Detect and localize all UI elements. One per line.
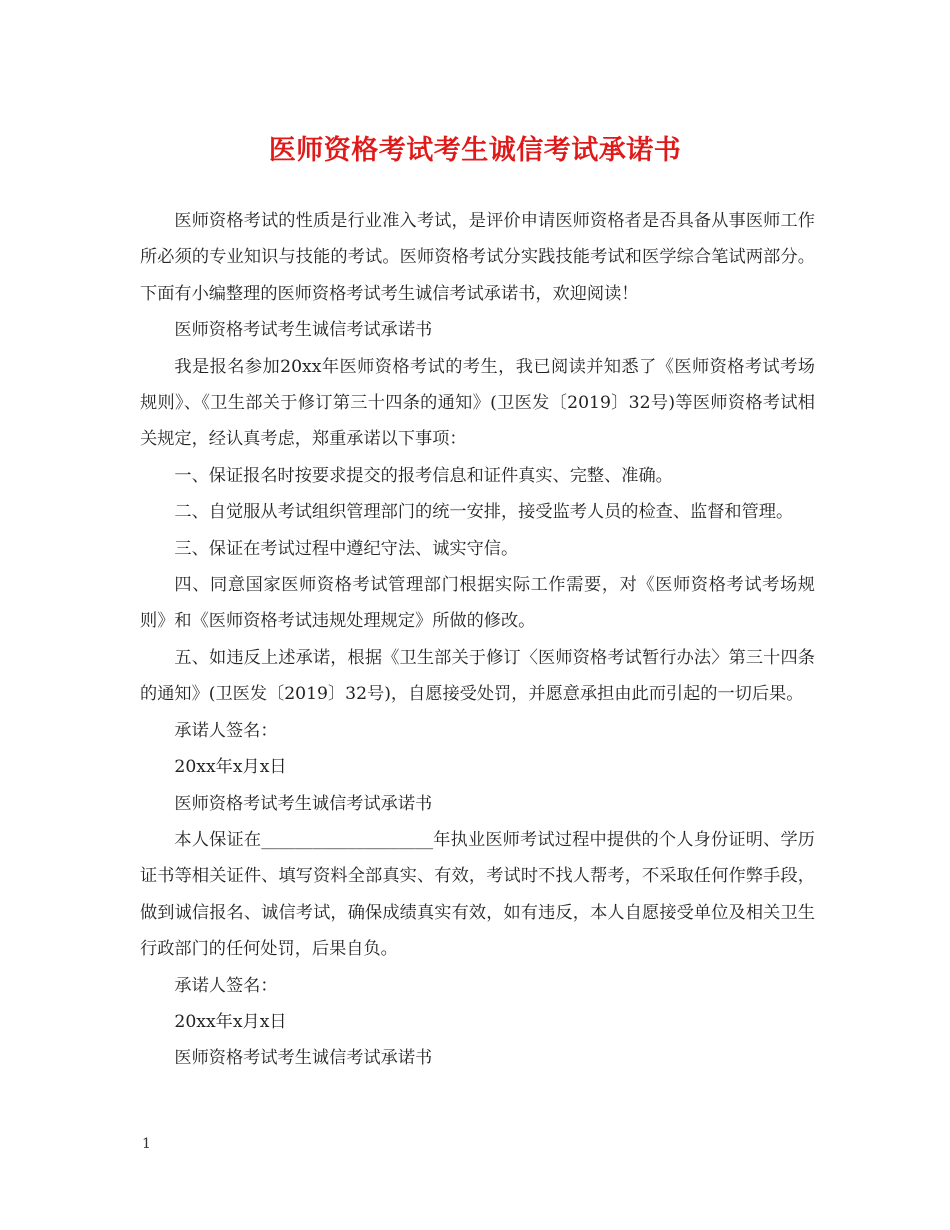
- date-line: 20xx年x月x日: [174, 757, 287, 778]
- document-body: [140, 203, 815, 1077]
- pledge-paragraph: 我是报名参加20xx年医师资格考试的考生，我已阅读并知悉了《医师资格考试考场规则》、《卫生部关于修订第三十四条的通知》(卫医发〔2019〕32号)等医师资格考试相关规定，经认真考虑，郑重承诺以下事项：: [140, 356, 815, 450]
- pledge-item-1: 一、保证报名时按要求提交的报考信息和证件真实、完整、准确。: [174, 465, 673, 486]
- pledge-item-4: 四、同意国家医师资格考试管理部门根据实际工作需要，对《医师资格考试考场规则》和《医师资格考试违规处理规定》所做的修改。: [140, 575, 815, 632]
- intro-paragraph: 医师资格考试的性质是行业准入考试，是评价申请医师资格者是否具备从事医师工作所必须的专业知识与技能的考试。医师资格考试分实践技能考试和医学综合笔试两部分。下面有小编整理的医师资格考试考生诚信考试承诺书，欢迎阅读！: [140, 211, 815, 304]
- section-heading: 医师资格考试考生诚信考试承诺书: [174, 793, 433, 814]
- pledge-item-3: 三、保证在考试过程中遵纪守法、诚实守信。: [174, 538, 519, 559]
- signature-line: 承诺人签名：: [174, 720, 278, 741]
- pledge-item-2: 二、自觉服从考试组织管理部门的统一安排，接受监考人员的检查、监督和管理。: [174, 502, 794, 523]
- page-number: 1: [142, 1136, 151, 1152]
- pledge-item-5: 五、如违反上述承诺，根据《卫生部关于修订〈医师资格考试暂行办法〉第三十四条的通知》(卫医发〔2019〕32号)，自愿接受处罚，并愿意承担由此而引起的一切后果。: [140, 647, 815, 705]
- section-heading: 医师资格考试考生诚信考试承诺书: [174, 1048, 433, 1069]
- pledge-paragraph: 本人保证在____________________年执业医师考试过程中提供的个人身份证明、学历证书等相关证件、填写资料全部真实、有效，考试时不找人帮考，不采取任何作弊手段，做到诚信报名、诚信考试，确保成绩真实有效，如有违反，本人自愿接受单位及相关卫生行政部门的任何处罚，后果自负。: [140, 829, 815, 960]
- signature-line: 承诺人签名：: [174, 975, 278, 996]
- document-title: 医师资格考试考生诚信考试承诺书: [268, 135, 682, 166]
- date-line: 20xx年x月x日: [174, 1011, 287, 1032]
- section-heading: 医师资格考试考生诚信考试承诺书: [174, 320, 433, 341]
